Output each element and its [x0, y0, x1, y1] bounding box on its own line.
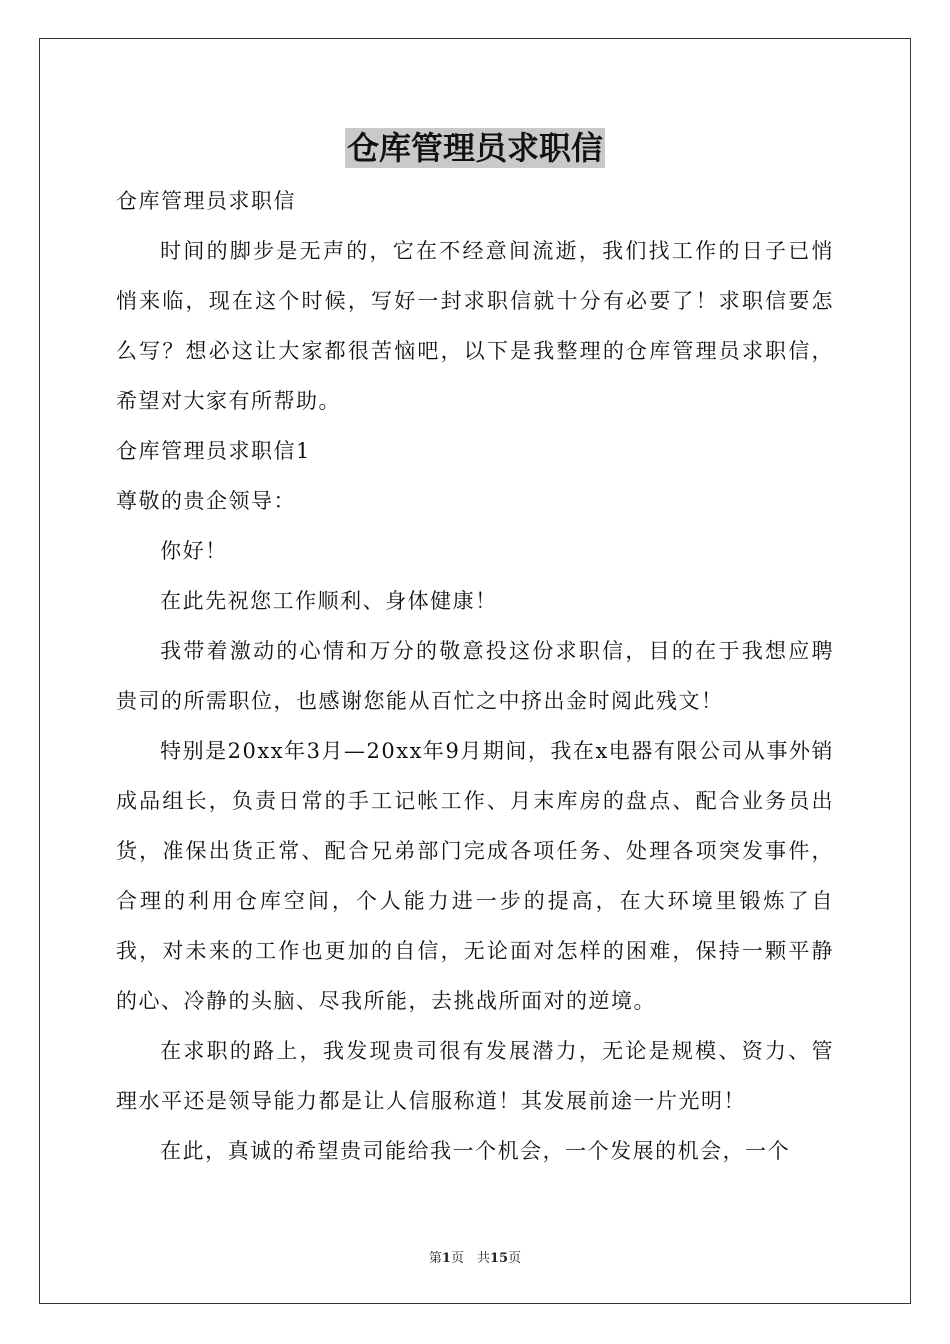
page-prefix: 第	[428, 1251, 442, 1266]
paragraph: 尊敬的贵企领导：	[116, 489, 296, 513]
paragraph: 你好！	[160, 539, 228, 563]
paragraph: 我带着激动的心情和万分的敬意投这份求职信，目的在于我想应聘贵司的所需职位，也感谢您能从百忙之中挤出金时阅此残文！	[116, 639, 834, 713]
document-body	[116, 176, 834, 1176]
paragraph: 仓库管理员求职信	[116, 189, 296, 213]
paragraph: 在此先祝您工作顺利、身体健康！	[160, 589, 498, 613]
document-title: 仓库管理员求职信	[346, 129, 603, 167]
paragraph: 时间的脚步是无声的，它在不经意间流逝，我们找工作的日子已悄悄来临，现在这个时候，写好一封求职信就十分有必要了！求职信要怎么写？想必这让大家都很苦恼吧，以下是我整理的仓库管理员求职信，希望对大家有所帮助。	[116, 239, 834, 413]
paragraph: 特别是20xx年3月—20xx年9月期间，我在x电器有限公司从事外销成品组长，负责日常的手工记帐工作、月末库房的盘点、配合业务员出货，准保出货正常、配合兄弟部门完成各项任务、处理各项突发事件，合理的利用仓库空间，个人能力进一步的提高，在大环境里锻炼了自我，对未来的工作也更加的自信，无论面对怎样的困难，保持一颗平静的心、冷静的头脑、尽我所能，去挑战所面对的逆境。	[116, 739, 834, 1013]
page-suffix: 页	[508, 1251, 522, 1266]
paragraph: 在此，真诚的希望贵司能给我一个机会，一个发展的机会，一个	[160, 1139, 791, 1163]
paragraph: 在求职的路上，我发现贵司很有发展潜力，无论是规模、资力、管理水平还是领导能力都是让人信服称道！其发展前途一片光明！	[116, 1039, 834, 1113]
current-page-number: 1	[441, 1251, 451, 1266]
paragraph: 仓库管理员求职信1	[116, 439, 311, 463]
page-footer	[0, 1247, 950, 1266]
title-container	[0, 128, 950, 168]
total-page-number: 15	[489, 1251, 509, 1266]
page-mid: 页 共	[450, 1251, 490, 1266]
